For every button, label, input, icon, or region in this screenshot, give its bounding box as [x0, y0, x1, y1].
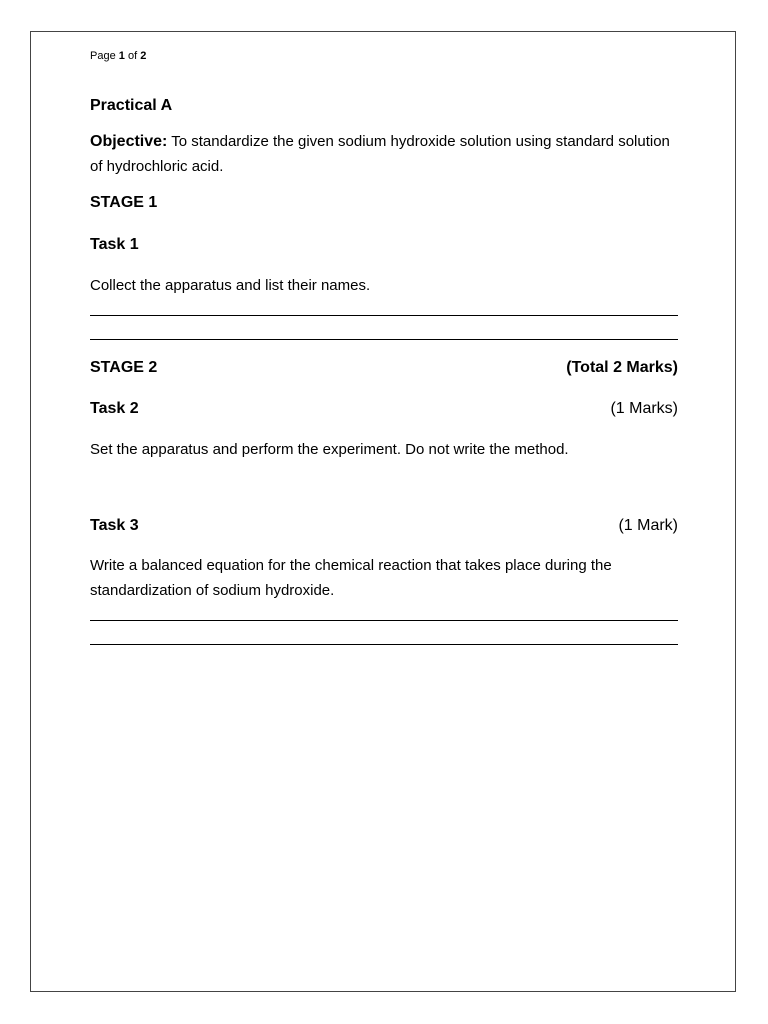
objective-paragraph	[90, 129, 678, 179]
objective-text: To standardize the given sodium hydroxide solution using standard solution of hydrochloric acid.	[90, 133, 670, 175]
task3-instruction: Write a balanced equation for the chemical reaction that takes place during the standardization of sodium hydroxide.	[90, 557, 612, 599]
page-of: of	[127, 50, 138, 62]
answer-line-2	[90, 339, 678, 340]
stage1-heading: STAGE 1	[90, 194, 158, 211]
stage2-total-marks: (Total 2 Marks)	[566, 359, 678, 376]
page-number-header	[90, 48, 678, 64]
task2-marks: (1 Marks)	[610, 400, 678, 417]
page-total: 2	[140, 50, 147, 62]
stage1-heading-row	[90, 192, 678, 214]
answer-line-3	[90, 620, 678, 621]
stage2-heading-row	[90, 357, 678, 379]
objective-label: Objective:	[90, 133, 168, 150]
document-page	[30, 31, 736, 992]
task1-heading: Task 1	[90, 236, 139, 253]
answer-line-4	[90, 644, 678, 645]
task3-heading-row	[90, 515, 678, 537]
task2-instruction: Set the apparatus and perform the experiment. Do not write the method.	[90, 441, 569, 458]
task3-marks: (1 Mark)	[618, 517, 678, 534]
task1-heading-row	[90, 234, 678, 256]
page-current: 1	[118, 50, 125, 62]
task3-heading: Task 3	[90, 517, 139, 534]
task2-heading: Task 2	[90, 400, 139, 417]
task2-heading-row	[90, 398, 678, 420]
page-content	[90, 48, 678, 645]
page-prefix: Page	[90, 50, 116, 62]
stage2-heading: STAGE 2	[90, 359, 158, 376]
practical-title: Practical A	[90, 97, 173, 114]
task1-instruction: Collect the apparatus and list their names.	[90, 277, 371, 294]
answer-line-1	[90, 315, 678, 316]
